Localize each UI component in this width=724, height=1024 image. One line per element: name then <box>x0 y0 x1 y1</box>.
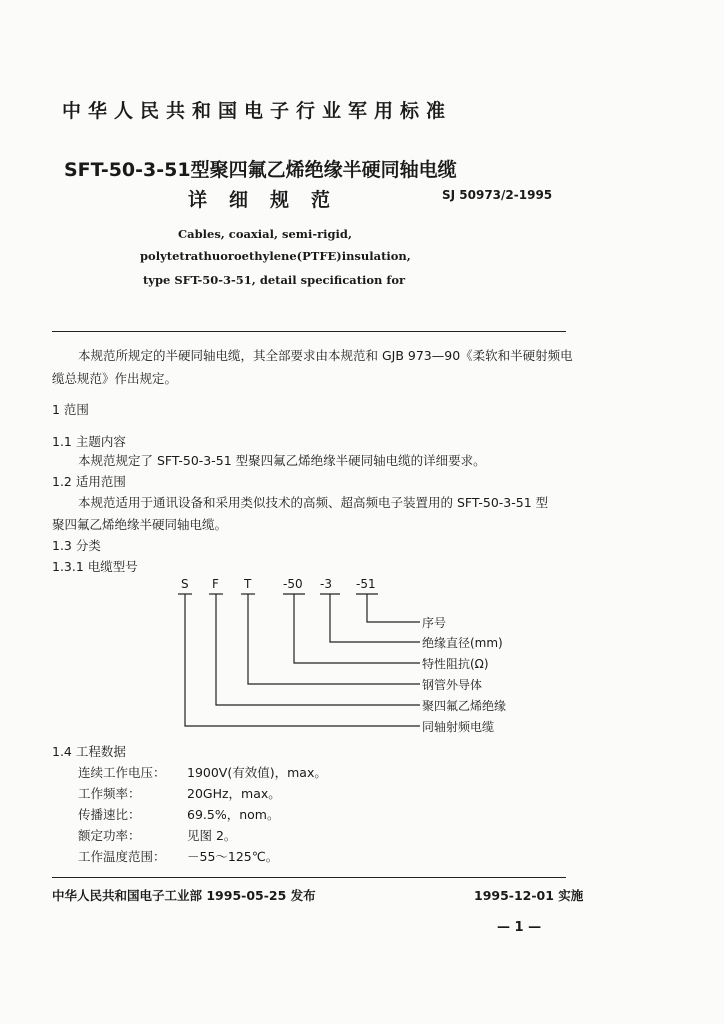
eng-row-value: 69.5%，nom。 <box>187 807 280 822</box>
document-title-line1: SFT-50-3-51型聚四氟乙烯绝缘半硬同轴电缆 <box>64 159 457 181</box>
eng-row-value: 见图 2。 <box>187 828 237 843</box>
english-title-line3: type SFT-50-3-51, detail specification for <box>143 273 406 287</box>
eng-row-value: 1900V(有效值)，max。 <box>187 765 327 780</box>
section-1-heading: 1 范围 <box>52 402 89 417</box>
effective-date: 1995-12-01 实施 <box>474 888 584 903</box>
standard-number: SJ 50973/2-1995 <box>442 188 553 202</box>
eng-row-label: 工作频率： <box>78 786 141 801</box>
page-number: — 1 — <box>497 920 542 935</box>
section-1-2-heading: 1.2 适用范围 <box>52 474 126 489</box>
eng-row-label: 额定功率： <box>78 828 141 843</box>
eng-row-value: 20GHz，max。 <box>187 786 281 801</box>
label-insulation-diameter: 绝缘直径(mm) <box>422 636 503 650</box>
section-1-3-1-heading: 1.3.1 电缆型号 <box>52 559 138 574</box>
issue-date: 中华人民共和国电子工业部 1995-05-25 发布 <box>52 888 316 903</box>
label-impedance: 特性阻抗(Ω) <box>422 657 489 671</box>
code-t: T <box>244 577 252 591</box>
label-outer-conductor: 钢管外导体 <box>422 678 483 692</box>
code-serial: -51 <box>356 577 376 591</box>
section-1-3-heading: 1.3 分类 <box>52 538 101 553</box>
eng-row-value: －55～125℃。 <box>187 849 279 864</box>
label-serial-number: 序号 <box>422 616 447 630</box>
english-title-line1: Cables, coaxial, semi-rigid, <box>178 227 352 241</box>
code-impedance: -50 <box>283 577 303 591</box>
code-s: S <box>181 577 189 591</box>
label-cable-type: 同轴射频电缆 <box>422 720 495 734</box>
code-diameter: -3 <box>320 577 332 591</box>
issuing-organization: 中华人民共和国电子行业军用标准 <box>62 100 453 122</box>
label-insulation: 聚四氟乙烯绝缘 <box>422 699 507 713</box>
section-1-1-text: 本规范规定了 SFT-50-3-51 型聚四氟乙烯绝缘半硬同轴电缆的详细要求。 <box>78 453 486 468</box>
eng-row-label: 连续工作电压： <box>78 765 166 780</box>
english-title-line2: polytetrathuoroethylene(PTFE)insulation, <box>140 249 411 263</box>
section-1-2-text-line2: 聚四氟乙烯绝缘半硬同轴电缆。 <box>52 517 228 532</box>
section-1-2-text-line1: 本规范适用于通讯设备和采用类似技术的高频、超高频电子装置用的 SFT-50-3-51 型 <box>78 495 549 510</box>
code-f: F <box>212 577 219 591</box>
section-1-1-heading: 1.1 主题内容 <box>52 434 126 449</box>
footer-divider <box>52 877 566 878</box>
intro-paragraph-line2: 缆总规范》作出规定。 <box>52 371 178 386</box>
section-1-4-heading: 1.4 工程数据 <box>52 744 126 759</box>
eng-row-label: 工作温度范围： <box>78 849 166 864</box>
document-title-line2: 详细规范 <box>188 189 353 211</box>
intro-paragraph-line1: 本规范所规定的半硬同轴电缆，其全部要求由本规范和 GJB 973—90《柔软和半硬射频电 <box>78 348 573 363</box>
eng-row-label: 传播速比： <box>78 807 141 822</box>
